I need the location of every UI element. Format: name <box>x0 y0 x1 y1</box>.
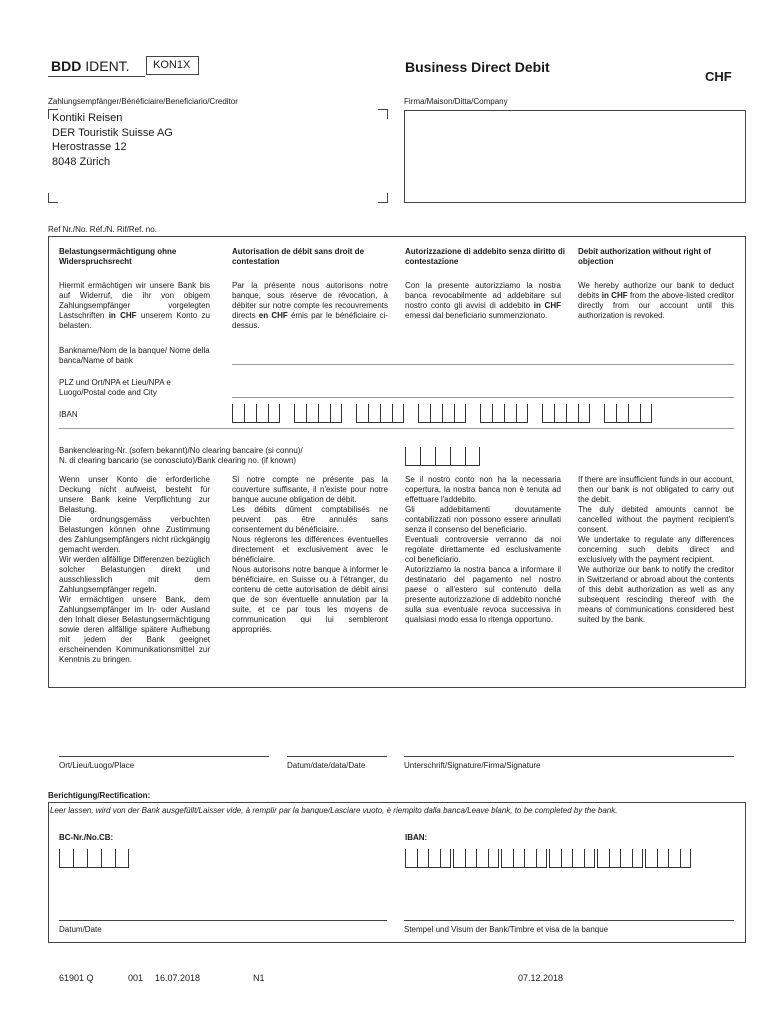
ident-text: IDENT. <box>81 58 130 74</box>
header-underline <box>48 76 145 77</box>
rect-iban-cells[interactable] <box>405 849 691 868</box>
iban-cell[interactable] <box>454 404 466 423</box>
iban-cell[interactable] <box>418 404 430 423</box>
iban-cell[interactable] <box>368 404 380 423</box>
bdd-ident-label <box>51 58 130 74</box>
rect-iban-cell[interactable] <box>501 849 513 868</box>
iban-cell[interactable] <box>306 404 318 423</box>
rect-iban-cell[interactable] <box>536 849 548 868</box>
iban-cell[interactable] <box>380 404 392 423</box>
text-fr-c: émis par le bénéficiaire ci-dessus. <box>232 311 388 330</box>
rect-iban-cell[interactable] <box>453 849 465 868</box>
company-label: Firma/Maison/Ditta/Company <box>404 97 508 106</box>
currency-label: CHF <box>705 69 732 84</box>
iban-cell[interactable] <box>442 404 454 423</box>
iban-cell[interactable] <box>616 404 628 423</box>
rect-iban-cell[interactable] <box>668 849 680 868</box>
conditions-fr: Si notre compte ne présente pas la couverture suffisante, il n'existe pour notre banque aucune obligation de débit. Les débits dûment comptabilisés ne peuvent pas être annulés sans consentement du bénéficiaire. Nous réglerons les différences éventuelles directement et exclusivement avec le bénéficiaire. Nous autorisons notre banque à informer le bénéficiaire, en Suisse ou à l'étranger, du contenu de cette autorisation de débit ainsi que de son éventuelle annulation par la suite, et ce par tous les moyens de communication qui lui sembleront appropriés. <box>232 475 388 634</box>
authorization-text-fr <box>232 281 388 331</box>
bdd-bold-text: BDD <box>51 58 82 74</box>
iban-label: IBAN <box>59 410 78 419</box>
conditions-de: Wenn unser Konto die erforderliche Deckung nicht aufweist, besteht für unsere Bank keine Verpflichtung zur Belastung. Die ordnungsgemäss verbuchten Belastungen können ohne Zustimmung des Zahlungsempfängers nicht rückgängig gemacht werden. Wir werden allfällige Differenzen bezüglich solcher Belastungen direkt und ausschliesslich mit dem Zahlungsempfänger regeln. Wir ermächtigen unsere Bank, dem Zahlungsempfänger im In- oder Ausland den Inhalt dieser Belastungsermächtigung sowie deren allfällige spätere Aufhebung mit jedem der Bank geeignet erscheinenden Kommunikationsmittel zur Kenntnis zu bringen. <box>59 475 210 664</box>
place-label: Ort/Lieu/Luogo/Place <box>59 761 135 770</box>
authorization-text-de <box>59 281 210 331</box>
iban-cell[interactable] <box>542 404 554 423</box>
creditor-corner-bl <box>48 193 58 203</box>
footer-code: 61901 Q <box>59 973 94 983</box>
signature-label: Unterschrift/Signature/Firma/Signature <box>404 761 541 770</box>
iban-cell[interactable] <box>268 404 280 423</box>
rect-iban-label: IBAN: <box>405 833 428 842</box>
iban-cell[interactable] <box>480 404 492 423</box>
heading-de: Belastungsermächtigung ohne Widerspruchsrecht <box>59 247 177 266</box>
rect-iban-cell[interactable] <box>440 849 452 868</box>
text-de-b: in CHF <box>108 311 137 320</box>
authorization-text-en <box>578 281 734 321</box>
bankname-label: Bankname/Nom de la banque/ Nome della banca/Name of bank <box>59 346 210 365</box>
heading-en: Debit authorization without right of objection <box>578 247 711 266</box>
creditor-address <box>52 111 173 169</box>
rect-iban-cell[interactable] <box>561 849 573 868</box>
creditor-line-1: Kontiki Reisen <box>52 112 123 124</box>
iban-cell[interactable] <box>554 404 566 423</box>
text-it-b: in CHF <box>533 301 561 310</box>
rectification-box <box>48 802 746 943</box>
ident-code-box[interactable] <box>146 56 199 75</box>
bc-cell[interactable] <box>59 849 73 868</box>
creditor-line-4: 8048 Zürich <box>52 155 111 168</box>
plz-label: PLZ und Ort/NPA et Lieu/NPA e Luogo/Postal code and City <box>59 378 171 397</box>
rect-iban-cell[interactable] <box>657 849 669 868</box>
rectification-title: Berichtigung/Rectification: <box>48 791 151 800</box>
iban-cell[interactable] <box>628 404 640 423</box>
iban-cell[interactable] <box>244 404 256 423</box>
text-en-c: from the above-listed creditor directly from our account until this authorization is revoked. <box>578 291 735 320</box>
creditor-line-3: Herostrasse 12 <box>52 141 127 153</box>
date-label: Datum/date/data/Date <box>287 761 366 770</box>
rect-iban-cell[interactable] <box>488 849 500 868</box>
rect-iban-cell[interactable] <box>476 849 488 868</box>
rect-iban-cell[interactable] <box>428 849 440 868</box>
iban-cell[interactable] <box>232 404 244 423</box>
clearing-cell[interactable] <box>420 447 435 466</box>
clearing-cells[interactable] <box>405 447 480 466</box>
creditor-line-2: DER Touristik Suisse AG <box>52 126 173 139</box>
bc-cell[interactable] <box>101 849 115 868</box>
plz-line[interactable] <box>232 397 734 398</box>
text-fr-b: en CHF <box>258 311 288 320</box>
conditions-it: Se il nostro conto non ha la necessaria copertura, la nostra banca non è tenuta ad effettuare l'addebito. Gli addebitamenti dovutamente contabilizzati non possono essere annullati senza il consenso del beneficiario. Eventuali controversie verranno da noi regolate direttamente ed esclusivamente col beneficiario. Autorizziamo la nostra banca a informare il destinatario del pagamento nel nostro paese o all'estero sul contenuto della presente autorizzazione di addebito nonché sulla sua eventuale revoca successiva in qualsiasi modo essa lo ritenga opportuno. <box>405 475 561 624</box>
clearing-label-1: Bankenclearing-Nr. (sofern bekannt)/No clearing bancaire (si connu)/ <box>59 446 303 455</box>
clearing-cell[interactable] <box>450 447 465 466</box>
rect-iban-cell[interactable] <box>680 849 692 868</box>
rect-iban-cell[interactable] <box>405 849 417 868</box>
rect-date-label: Datum/Date <box>59 925 102 934</box>
rect-iban-cell[interactable] <box>549 849 561 868</box>
iban-cell[interactable] <box>430 404 442 423</box>
rect-iban-cell[interactable] <box>597 849 609 868</box>
text-en-a: We hereby authorize our bank to deduct debits <box>578 281 734 300</box>
creditor-corner-br <box>378 193 388 203</box>
creditor-label: Zahlungsempfänger/Bénéficiaire/Beneficiario/Creditor <box>48 97 238 106</box>
rect-iban-cell[interactable] <box>572 849 584 868</box>
iban-divider <box>59 428 734 429</box>
iban-cell[interactable] <box>492 404 504 423</box>
iban-cell[interactable] <box>578 404 590 423</box>
iban-cell[interactable] <box>604 404 616 423</box>
ident-code: KON1X <box>153 59 191 71</box>
bc-cell[interactable] <box>73 849 87 868</box>
footer-date-2: 07.12.2018 <box>518 973 564 983</box>
rect-iban-cell[interactable] <box>513 849 525 868</box>
clearing-label <box>59 446 404 466</box>
rect-date-line[interactable] <box>59 920 387 921</box>
text-fr-a: Par la présente nous autorisons notre banque, sous réserve de révocation, à débiter sur notre compte les recouvrements directs <box>232 281 388 320</box>
rectification-note: Leer lassen, wird von der Bank ausgefüllt/Laisser vide, à remplir par la banque/Lasciare vuoto, è riempito dalla banca/Leave blank, to be completed by the bank. <box>50 806 618 815</box>
footer-date-1: 16.07.2018 <box>155 973 201 983</box>
rect-iban-cell[interactable] <box>465 849 477 868</box>
bc-cells[interactable] <box>59 849 129 868</box>
iban-cell[interactable] <box>640 404 652 423</box>
bc-cell[interactable] <box>87 849 101 868</box>
clearing-cell[interactable] <box>465 447 480 466</box>
iban-cell[interactable] <box>516 404 528 423</box>
iban-cells[interactable] <box>232 404 652 423</box>
clearing-cell[interactable] <box>405 447 420 466</box>
rect-stamp-line[interactable] <box>404 920 734 921</box>
text-it-c: emessi dal beneficiario summenzionato. <box>405 311 548 320</box>
footer-version: 001 <box>128 973 144 983</box>
authorization-text-it <box>405 281 561 321</box>
iban-cell[interactable] <box>294 404 306 423</box>
signature-line[interactable] <box>404 756 734 757</box>
clearing-cell[interactable] <box>435 447 450 466</box>
iban-cell[interactable] <box>356 404 368 423</box>
rect-iban-cell[interactable] <box>632 849 644 868</box>
heading-it: Autorizzazione di addebito senza diritto di contestazione <box>405 247 566 266</box>
bc-cell[interactable] <box>115 849 129 868</box>
heading-fr: Autorisation de débit sans droit de contestation <box>232 247 365 266</box>
text-de-a: Hiermit ermächtigen wir unsere Bank bis auf Widerruf, die ihr von obigem Zahlungsempfänger vorgelegten Lastschriften <box>59 281 210 320</box>
iban-cell[interactable] <box>566 404 578 423</box>
bc-label: BC-Nr./No.CB: <box>59 833 114 842</box>
ref-label: Ref Nr./No. Réf./N. Rif/Ref. no. <box>48 225 157 234</box>
iban-cell[interactable] <box>330 404 342 423</box>
rect-iban-cell[interactable] <box>584 849 596 868</box>
iban-cell[interactable] <box>318 404 330 423</box>
footer-n: N1 <box>253 973 265 983</box>
rect-iban-cell[interactable] <box>620 849 632 868</box>
form-title: Business Direct Debit <box>405 59 550 75</box>
iban-cell[interactable] <box>504 404 516 423</box>
rect-iban-cell[interactable] <box>417 849 429 868</box>
date-line[interactable] <box>287 756 387 757</box>
iban-cell[interactable] <box>392 404 404 423</box>
conditions-en: If there are insufficient funds in our account, then our bank is not obligated to carry out the debit. The duly debited amounts cannot be cancelled without the payment recipient's consent. We undertake to regulate any differences concerning such debits direct and exclusively with the payment recipient. We authorize our bank to notify the creditor in Switzerland or abroad about the contents of this debit authorization as well as any subsequent rescinding thereof with the means of communications considered best suited by the bank. <box>578 475 734 624</box>
clearing-label-2: N. di clearing bancario (se conosciuto)/Bank clearing no. (if known) <box>59 456 297 465</box>
text-de-c: unserem Konto zu belasten. <box>59 311 211 330</box>
rect-stamp-label: Stempel und Visum der Bank/Timbre et visa de la banque <box>404 925 609 934</box>
text-en-b: in CHF <box>601 291 628 300</box>
iban-cell[interactable] <box>256 404 268 423</box>
text-it-a: Con la presente autorizziamo la nostra banca revocabilmente ad addebitare sul nostro conto gli avvisi di addebito <box>405 281 561 310</box>
company-field[interactable] <box>404 110 746 203</box>
rect-iban-cell[interactable] <box>609 849 621 868</box>
bankname-line[interactable] <box>232 364 734 365</box>
rect-iban-cell[interactable] <box>524 849 536 868</box>
rect-iban-cell[interactable] <box>645 849 657 868</box>
place-line[interactable] <box>59 756 269 757</box>
creditor-corner-tr <box>378 109 388 119</box>
